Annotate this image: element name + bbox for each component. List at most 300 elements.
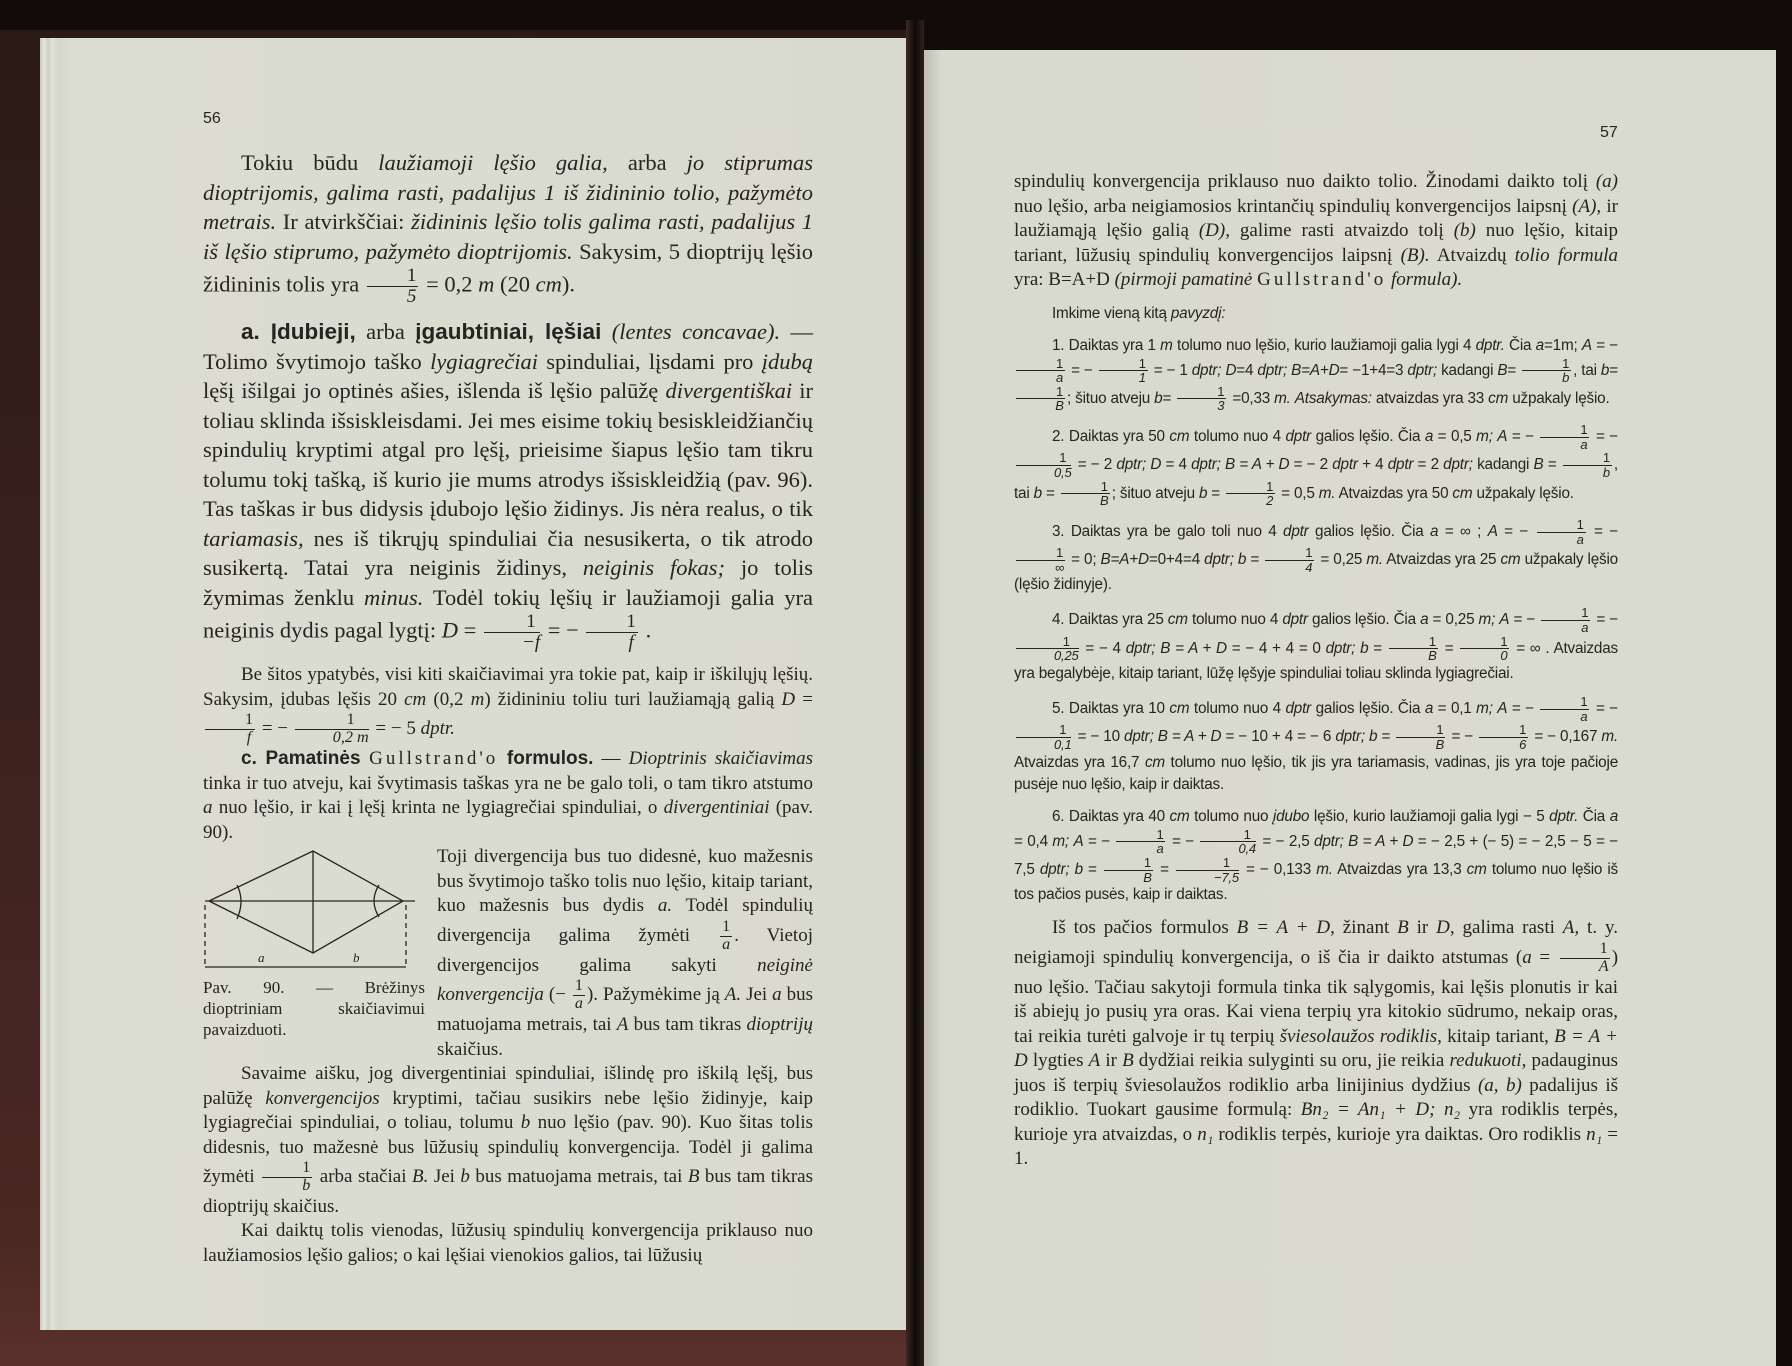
italic-run: A [1088, 1050, 1101, 1072]
text-run: = 0,25 [1316, 551, 1367, 569]
text-run: . Vietoj divergencijos galima sakyti [437, 924, 813, 976]
italic-run: dptr [1285, 428, 1312, 446]
fraction [1389, 635, 1438, 663]
text-run: = [1531, 946, 1558, 968]
italic-run: m. [1601, 728, 1618, 746]
numerator: 1 [1016, 723, 1071, 738]
denominator: 0,5 [1054, 464, 1072, 480]
numerator: 1 [262, 1160, 312, 1178]
denominator: 0,25 [1054, 648, 1079, 664]
italic-run: dioptrijų [746, 1014, 813, 1036]
fraction [1104, 856, 1153, 884]
numerator: 1 [586, 612, 638, 633]
numerator: 1 [722, 917, 731, 935]
italic-run: D [441, 617, 458, 643]
text-run: skaičius. [437, 1038, 503, 1060]
text-run: bus matuojama metrais, tai [437, 983, 813, 1036]
text-run: Imkime vieną kitą [1052, 304, 1171, 322]
numerator: 1 [1226, 480, 1275, 495]
italic-run: divergentiniai [663, 797, 770, 819]
italic-run: b [1198, 484, 1208, 502]
text-run: = − 4 [1080, 639, 1126, 657]
text-run: bus tam tikras dioptrijų skaičius. [203, 1165, 813, 1217]
text-run: lęšį išilgai jo optinės ašies, išlenda iš lęšio palūžę [203, 378, 666, 404]
italic-run: tariamasis, [203, 525, 304, 551]
denominator: −7,5 [1213, 869, 1239, 885]
text-run: Atvaizdas yra 13,3 [1332, 861, 1467, 879]
italic-run: (B). [1400, 244, 1430, 266]
italic-run: cm [1169, 807, 1190, 825]
italic-run: m. [1316, 861, 1333, 879]
denominator: −f [521, 632, 541, 654]
label-a: a [258, 950, 265, 966]
fraction [1016, 546, 1065, 574]
spacer [1014, 596, 1618, 606]
italic-run: cm [1488, 389, 1509, 407]
text-run: = 2 [1413, 456, 1444, 474]
numerator: 1 [574, 977, 583, 995]
numerator: 1 [1116, 828, 1165, 843]
figure-caption: Pav. 90. — Brėžinys dioptriniam skaičiavimui pavaizduoti. [203, 978, 425, 1040]
fraction [1560, 941, 1610, 976]
denominator: 1 [1138, 370, 1146, 386]
fraction [1537, 518, 1586, 546]
italic-run: a [1424, 428, 1434, 446]
fraction [1177, 385, 1226, 413]
page-number: 56 [203, 110, 221, 127]
text-run: = [1207, 484, 1225, 502]
text-run: Atvaizdų [1429, 244, 1515, 266]
text-run: yra: B=A+D [1014, 269, 1115, 290]
italic-run: B = A + D [1224, 456, 1290, 474]
italic-run: dptr; [1325, 639, 1356, 657]
text-run: = 4 [1161, 456, 1192, 474]
text-run: galios lęšio. Čia [1307, 611, 1421, 629]
numerator: 1 [1104, 856, 1153, 871]
italic-run: a [1535, 336, 1544, 354]
italic-run: tolio formula [1514, 244, 1619, 266]
denominator: B [1100, 493, 1109, 509]
text-run: Ir atvirkščiai: [276, 209, 412, 234]
text-run: = [1507, 361, 1521, 379]
paragraph [1014, 303, 1618, 325]
numerator: 1 [1479, 723, 1528, 738]
italic-run: židininis lęšio tolis galima rasti, padalijus 1 iš lęšio stiprumo, pažymėto dioptrijomis. [203, 209, 813, 264]
text-run: užpakaly lęšio (lęšio židinyje). [1014, 551, 1618, 594]
italic-run: cm [1466, 861, 1487, 879]
italic-run: a [203, 797, 213, 819]
italic-run: dptr [1282, 611, 1308, 629]
fraction [262, 1160, 312, 1195]
numerator: 1 [1016, 546, 1065, 561]
denominator: a [1156, 841, 1164, 857]
text-run: = [457, 617, 482, 643]
italic-run: dptr; [1191, 456, 1221, 474]
italic-run: n₂ [1443, 1099, 1461, 1121]
text-run: = − [1507, 428, 1539, 446]
text-run: tolumo nuo 4 [1187, 611, 1283, 629]
italic-run: D [781, 688, 796, 710]
text-run: = [1041, 484, 1059, 502]
denominator: f [246, 729, 252, 747]
text-run: užpakaly lęšio. [1508, 389, 1610, 407]
text-run: jo tolis žymimas ženklu [203, 555, 814, 610]
spacer [1014, 293, 1618, 303]
denominator: 2 [1266, 493, 1274, 509]
italic-run: konvergencijos [265, 1087, 380, 1109]
italic-run: (A), [1572, 195, 1602, 217]
denominator: 0 [1500, 648, 1508, 664]
italic-run: m. [1274, 389, 1291, 407]
italic-run: A [1073, 832, 1084, 850]
text-run: ; šituo atveju [1067, 389, 1155, 407]
numerator: 1 [1099, 357, 1148, 372]
italic-run: (a, b) [1477, 1074, 1522, 1096]
text-run: bus matuojama metrais, tai [469, 1165, 688, 1187]
text-run: tolumo nuo [1189, 807, 1273, 825]
denominator: a [722, 935, 731, 953]
denominator: 0,4 [1238, 841, 1256, 857]
spacer [1014, 508, 1618, 518]
text-run: ir [1100, 1050, 1123, 1072]
italic-run: formula). [1386, 269, 1463, 290]
italic-run: dptr. [1549, 807, 1579, 825]
denominator: b [1602, 464, 1610, 480]
text-run [1435, 1099, 1444, 1120]
denominator: a [1056, 370, 1064, 386]
fraction [1522, 357, 1571, 385]
fraction [1016, 723, 1071, 751]
fraction [1540, 695, 1589, 723]
paragraph [203, 1219, 813, 1268]
italic-run: B. [411, 1165, 429, 1187]
text-run: Iš tos pačios formulos [1052, 917, 1237, 939]
italic-run: b [1600, 361, 1610, 379]
text-run: — Tolimo švytimojo taško [203, 319, 814, 374]
text-run: galios lęšio. Čia [1311, 428, 1425, 446]
denominator: 5 [406, 286, 417, 308]
italic-run: cm [1452, 484, 1473, 502]
italic-run: A [1581, 336, 1592, 354]
spacer [1014, 906, 1618, 916]
numerator: 1 [1460, 635, 1509, 650]
text-run: = − [1083, 832, 1115, 850]
text-run: Čia [1578, 807, 1610, 825]
text-run: ) nuo lęšio. Tačiau sakytoji formula tinka tik sąlygomis, kai lęšis plonutis ir kai iš abiejų jo pusių yra oras. Kai viena terpių yra kitokio sūdrumo, nekaip oras, tai reikia turėti galvoje ir tų terpių [1014, 946, 1619, 1047]
denominator: B [1435, 736, 1445, 752]
numerator: 1 [1396, 723, 1445, 738]
fraction [484, 612, 540, 653]
text-run: (20 [494, 271, 536, 297]
italic-run: B = A + D [1157, 728, 1222, 746]
numerator: 1 [1389, 635, 1438, 650]
numerator: 1 [1176, 856, 1239, 871]
text-run: 2. Daiktas yra 50 [1052, 428, 1170, 446]
spacer [1014, 685, 1618, 695]
text-run: Atvaizdas yra 25 [1382, 551, 1501, 569]
italic-run: b [1154, 389, 1163, 407]
fraction [1460, 635, 1509, 663]
italic-run: m. [1318, 484, 1336, 502]
italic-run: dptr; [1407, 361, 1438, 379]
italic-run: divergentiškai [665, 378, 793, 404]
text-run: = 0,5 [1277, 484, 1319, 502]
text-run: . [639, 617, 652, 643]
denominator: ∞ [1054, 559, 1065, 575]
text-run: (pav. 90). [203, 797, 814, 843]
paragraph [1014, 518, 1618, 597]
text-run: = − [1447, 728, 1478, 746]
text-run: kadangi [1472, 456, 1534, 474]
text-run: = − 1 [1149, 361, 1192, 379]
italic-run: m [478, 271, 495, 297]
text-run: = 1. [1014, 1123, 1618, 1170]
numerator: 1 [1016, 635, 1079, 650]
text-run: 4. Daiktas yra 25 [1052, 611, 1168, 629]
text-run: padalijus iš rodiklio. Tuokart gausime formulą: [1014, 1074, 1619, 1121]
italic-run: laužiamoji lęšio galia, [378, 150, 608, 175]
italic-run: b [1237, 551, 1247, 569]
text-run: 5. Daiktas yra 10 [1052, 700, 1170, 718]
text-run: = − [257, 718, 293, 740]
italic-run: b [460, 1165, 470, 1187]
paragraph [1014, 806, 1618, 907]
fraction [205, 712, 255, 747]
paragraph [203, 747, 813, 845]
label-b: b [353, 950, 360, 966]
italic-run: (D), [1198, 220, 1230, 241]
fraction [295, 712, 369, 747]
italic-run: a. [657, 895, 673, 917]
italic-run: cm [535, 271, 562, 297]
page-number: 57 [1600, 124, 1618, 141]
text-run: = − 2 [1289, 456, 1333, 474]
italic-run: Atsakymas: [1294, 389, 1372, 407]
text-run: 1. Daiktas yra 1 [1052, 336, 1161, 354]
italic-run: a [1609, 807, 1619, 825]
text-run: t. y. neigiamoji spindulių konvergencija, o iš čia ir daikto atstumas ( [1014, 917, 1618, 968]
text-run: = − 2,5 + (− 5) = − 2,5 − 5 = − 7,5 [1014, 832, 1619, 879]
numerator: 1 [1540, 423, 1589, 438]
numerator: 1 [1560, 941, 1610, 959]
italic-run: šviesolaužos rodiklis, [1279, 1025, 1442, 1047]
numerator: 1 [1541, 606, 1590, 621]
numerator: 1 [1563, 451, 1612, 466]
italic-run: a [1424, 700, 1434, 718]
numerator: 1 [1537, 518, 1586, 533]
italic-run: įdubą [761, 348, 813, 374]
italic-run: dptr; [1443, 456, 1473, 474]
italic-run: dptr; [1124, 728, 1154, 746]
denominator: b [302, 1176, 311, 1194]
italic-run: A [1487, 523, 1498, 541]
text-run: = − 4 + 4 = 0 [1226, 639, 1326, 657]
italic-run: B [1497, 361, 1508, 379]
italic-run: cm [1144, 753, 1165, 771]
text-run: = − [1509, 611, 1540, 629]
fraction [1061, 480, 1110, 508]
italic-run: a [1420, 611, 1429, 629]
fraction [1016, 451, 1071, 479]
bold-heading: c. Pamatinės [241, 748, 370, 770]
text-run: užpakaly lęšio. [1472, 484, 1574, 502]
italic-run: a [1522, 946, 1532, 968]
text-run: ir [1408, 917, 1437, 939]
text-run: = − [1591, 336, 1619, 354]
italic-run: B [1397, 917, 1409, 939]
text-run: = [1154, 861, 1174, 879]
text-run: = − 10 + 4 = − 6 [1221, 728, 1336, 746]
italic-run: m [1160, 336, 1173, 354]
text-run: = − [1591, 700, 1618, 718]
paragraph [203, 1062, 813, 1219]
spaced-name: Gullstrand'o [1257, 269, 1387, 290]
spacer [203, 307, 813, 317]
text-run: = 0,4 [1014, 832, 1053, 850]
paragraph [203, 317, 813, 653]
fraction [586, 612, 638, 653]
text-run: = 0; [1067, 551, 1101, 569]
text-run: padauginus juos iš terpių šviesolaužos rodiklio arba linijinius dydžius [1014, 1050, 1618, 1096]
text-run: Jei [428, 1165, 461, 1187]
italic-run: A [616, 1014, 629, 1036]
italic-run: cm [1167, 611, 1188, 629]
italic-run: minus. [363, 584, 424, 610]
text-run: = − [1497, 523, 1535, 541]
italic-run: cm [1500, 551, 1521, 569]
spacer [1014, 325, 1618, 335]
italic-run: m. [1366, 551, 1383, 569]
italic-run: B = A + D [1348, 832, 1414, 850]
text-run: Savaime aišku, jog divergentiniai spinduliai, išlindę pro iškilą lęšį, bus palūžę [203, 1063, 813, 1109]
italic-run: B = A + D [1014, 1025, 1618, 1072]
italic-run: (b) [1453, 220, 1476, 241]
text-run: = − [1067, 361, 1097, 379]
text-run: , tai [1573, 361, 1601, 379]
numerator: 1 [1016, 385, 1065, 400]
italic-run: D [1225, 361, 1237, 379]
italic-run: dptr; [1314, 832, 1344, 850]
italic-run: B = A + D [1160, 639, 1227, 657]
text-run: kadangi [1437, 361, 1498, 379]
italic-run: cm [1169, 700, 1190, 718]
denominator: a [574, 995, 583, 1013]
denominator: a [1581, 620, 1589, 636]
text-run: = [1609, 361, 1618, 379]
italic-run: (lentes concavae). [611, 319, 781, 345]
italic-run: dptr; [1116, 456, 1147, 474]
italic-run: (pirmoji pamatinė [1114, 269, 1258, 290]
italic-run: redukuoti, [1449, 1050, 1527, 1072]
text-run: ). [561, 271, 576, 297]
text-run: + 4 [1357, 456, 1388, 474]
text-run: Todėl tokių lęšių ir laužiamoji galia yra neiginis dydis pagal lygtį: [203, 584, 813, 643]
text-run: = − [1592, 611, 1618, 629]
numerator: 1 [1016, 357, 1065, 372]
italic-run: a [772, 983, 782, 1005]
fraction [1176, 856, 1239, 884]
fraction [367, 266, 419, 307]
italic-run: A [1497, 428, 1508, 446]
denominator: B [1143, 869, 1152, 885]
spacer [1014, 413, 1618, 423]
italic-run: dptr; [1191, 361, 1222, 379]
fraction [1116, 828, 1165, 856]
italic-run: neiginis fokas; [582, 555, 725, 581]
italic-run: m; [1476, 700, 1493, 718]
text-run: nuo lęšio, arba neigiamosios krintančių spindulių konvergencijos laipsnį [1014, 195, 1573, 217]
italic-run: m; [1476, 428, 1493, 446]
numerator: 1 [484, 612, 540, 633]
italic-run: n₁ [1586, 1123, 1603, 1145]
italic-run: dptr [1283, 523, 1309, 541]
paragraph [1014, 606, 1618, 685]
denominator: B [1055, 398, 1064, 414]
italic-run: D [1150, 456, 1162, 474]
text-run: arba [355, 319, 416, 345]
denominator: a [1576, 531, 1584, 547]
text-run: kryptimi, tačiau susikirs nebe lęšio židinyje, kaip lygiagrečiai spinduliai, o toliau, tolumu [203, 1087, 813, 1134]
text-run: ). Pažymėkime ją [586, 983, 725, 1005]
text-run: = ∞ . Atvaizdas yra begalybėje, kitaip tariant, lūžę lęšyje spinduliai toliau sklinda lygiagrečiai. [1014, 639, 1618, 683]
italic-run: cm [404, 688, 427, 710]
paragraph [203, 148, 813, 307]
italic-run: Bn₂ = An₁ + D; [1300, 1099, 1436, 1121]
text-run: Atvaizdas yra 16,7 [1014, 753, 1145, 771]
italic-run: dptr. [420, 718, 455, 740]
text-run: 3. Daiktas yra be galo toli nuo 4 [1052, 523, 1284, 541]
spacer [203, 653, 813, 663]
numerator: 1 [1540, 695, 1589, 710]
italic-run: neiginė konvergencija [437, 954, 813, 1005]
italic-run: cm [1169, 428, 1190, 446]
text-run: = − [1587, 523, 1618, 541]
text-run: = −1+4=3 [1339, 361, 1408, 379]
text-run: galima rasti [1454, 917, 1563, 939]
text-run: = [795, 688, 814, 710]
italic-run: lygiagrečiai [430, 348, 538, 374]
text-run: = ∞ ; [1438, 523, 1488, 541]
italic-run: B=A+D [1291, 361, 1340, 379]
text-run: = − [1167, 832, 1199, 850]
text-run: nes iš tikrųjų spinduliai čia nesusikerta, o tik atrodo susikertą. Tatai yra neiginis židinys, [203, 525, 813, 581]
lens-diagram [203, 849, 425, 977]
text-run: =1m; [1543, 336, 1582, 354]
italic-run: pavyzdį: [1170, 304, 1226, 322]
text-run: = 0,2 [420, 271, 479, 297]
spacer [1014, 796, 1618, 806]
text-run: lygties [1027, 1050, 1089, 1072]
italic-run: dptr; [1039, 861, 1070, 879]
italic-run: A [1497, 700, 1508, 718]
italic-run: B = A + D, [1236, 917, 1335, 939]
paragraph [203, 845, 813, 1062]
text-run: tolumo nuo lęšio, tik jis yra tariamasis, vadinas, jis yra toje pačioje pusėje nuo lęšio, kaip ir daiktas. [1014, 753, 1618, 793]
text-run: Jei [741, 983, 773, 1005]
text-run: Tokiu būdu [241, 150, 379, 175]
text-run: (− [543, 983, 571, 1005]
fraction [720, 919, 732, 954]
text-run: = − 2,5 [1257, 832, 1315, 850]
numerator: 1 [1177, 385, 1226, 400]
denominator: a [1580, 436, 1588, 452]
fraction [1265, 546, 1314, 574]
text-run: = − [1591, 428, 1618, 446]
italic-run: m [470, 688, 485, 710]
italic-run: dptr; [1125, 639, 1156, 657]
text-run: Čia [1504, 336, 1536, 354]
italic-run: n₁ [1197, 1123, 1214, 1145]
